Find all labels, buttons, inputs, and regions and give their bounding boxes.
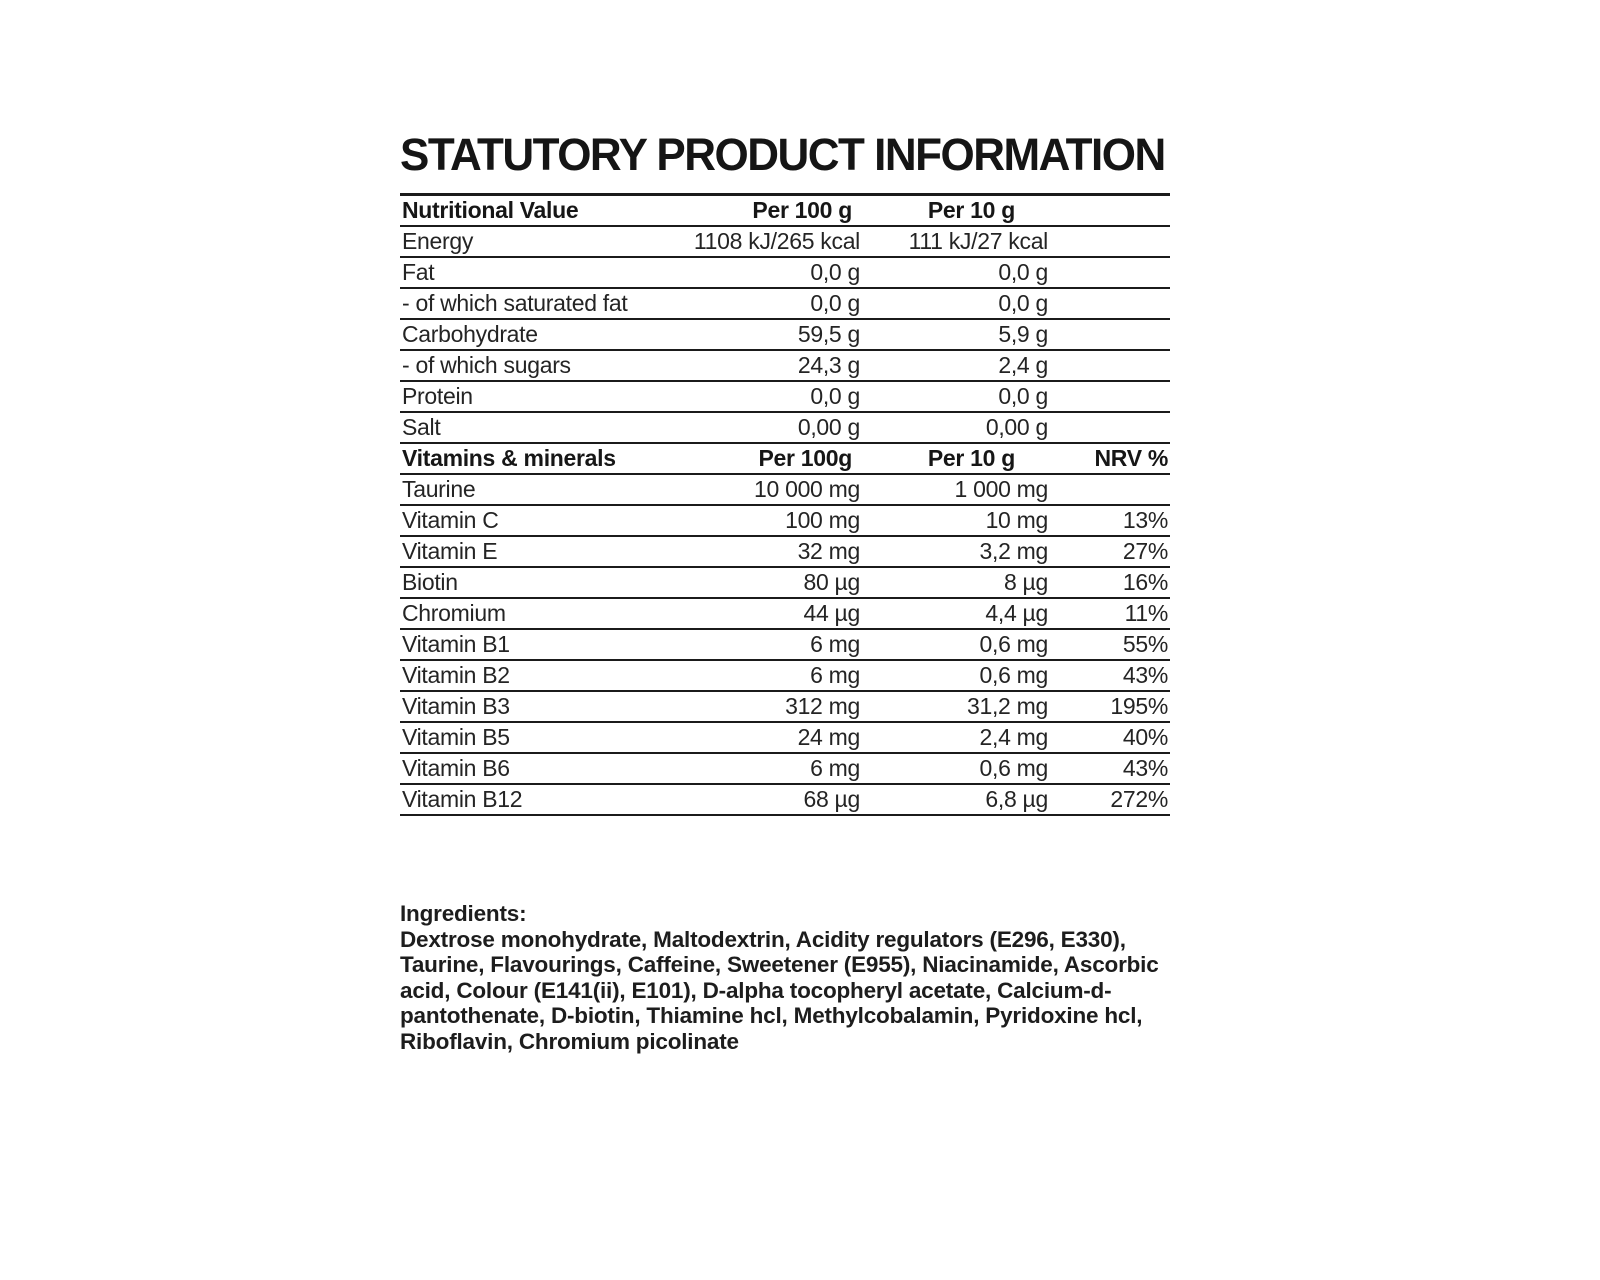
row-per10-value: 0,0 g <box>998 259 1048 285</box>
row-label: Vitamin E <box>402 538 498 564</box>
row-per10-value: 2,4 g <box>998 352 1048 378</box>
nutrition-header-label: Nutritional Value <box>402 197 579 223</box>
table-row-protein <box>400 382 1170 413</box>
row-label: Vitamin B5 <box>402 724 510 750</box>
table-row-salt <box>400 413 1170 444</box>
row-per100-value: 44 µg <box>803 600 860 626</box>
row-label: Taurine <box>402 476 476 502</box>
row-per100-value: 32 mg <box>797 538 860 564</box>
row-label: - of which saturated fat <box>402 290 628 316</box>
table-row-fat <box>400 258 1170 289</box>
nutrition-facts-table <box>400 193 1170 816</box>
row-per100-value: 1108 kJ/265 kcal <box>693 228 860 254</box>
row-per10-value: 6,8 µg <box>985 786 1048 812</box>
row-per10-value: 0,0 g <box>998 383 1048 409</box>
row-per100-value: 24,3 g <box>797 352 860 378</box>
row-per100-value: 6 mg <box>810 662 860 688</box>
row-per10-value: 0,6 mg <box>979 755 1048 781</box>
vitamins-header-nrv: NRV % <box>1094 445 1168 471</box>
row-per100-value: 312 mg <box>785 693 860 719</box>
row-label: - of which sugars <box>402 352 571 378</box>
vitamins-header-per10: Per 10 g <box>927 445 1015 471</box>
table-row-biotin <box>400 568 1170 599</box>
row-per100-value: 10 000 mg <box>754 476 860 502</box>
row-per10-value: 111 kJ/27 kcal <box>908 228 1048 254</box>
row-label: Vitamin B6 <box>402 755 510 781</box>
row-per100-value: 0,00 g <box>797 414 860 440</box>
table-row-vitamin-b3 <box>400 692 1170 723</box>
row-per10-value: 3,2 mg <box>979 538 1048 564</box>
row-label: Fat <box>402 259 435 285</box>
row-per10-value: 10 mg <box>985 507 1048 533</box>
row-per100-value: 6 mg <box>810 631 860 657</box>
row-per10-value: 0,6 mg <box>979 631 1048 657</box>
row-per10-value: 4,4 µg <box>985 600 1048 626</box>
row-nrv-value: 11% <box>1124 600 1168 626</box>
row-label: Vitamin B1 <box>402 631 510 657</box>
row-label: Vitamin B12 <box>402 786 523 812</box>
row-nrv-value: 272% <box>1110 786 1168 812</box>
table-row-energy <box>400 227 1170 258</box>
row-label: Carbohydrate <box>402 321 538 347</box>
row-per10-value: 0,6 mg <box>979 662 1048 688</box>
row-per100-value: 80 µg <box>803 569 860 595</box>
table-row-chromium <box>400 599 1170 630</box>
row-nrv-value: 13% <box>1122 507 1168 533</box>
row-per100-value: 0,0 g <box>810 259 860 285</box>
ingredients-text: Dextrose monohydrate, Maltodextrin, Acidity regulators (E296, E330), Taurine, Flavourings, Caffeine, Sweetener (E955), Niacinamide, Ascorbic acid, Colour (E141(ii), E101), D-alpha tocopheryl acetate, Calcium-d-pantothenate, D-biotin, Thiamine hcl, Methylcobalamin, Pyridoxine hcl, Riboflavin, Chromium picolinate <box>400 926 1159 1054</box>
table-row-sugars <box>400 351 1170 382</box>
row-nrv-value: 40% <box>1122 724 1168 750</box>
table-row-vitamin-e <box>400 537 1170 568</box>
nutrition-header-per100: Per 100 g <box>752 197 852 223</box>
table-row-taurine <box>400 475 1170 506</box>
ingredients-heading: Ingredients: <box>400 901 527 926</box>
row-per100-value: 24 mg <box>797 724 860 750</box>
table-row-vitamin-c <box>400 506 1170 537</box>
row-label: Chromium <box>402 600 506 626</box>
ingredients-section <box>400 901 1192 1054</box>
table-row-vitamin-b1 <box>400 630 1170 661</box>
vitamins-header-label: Vitamins & minerals <box>402 445 616 471</box>
row-per100-value: 0,0 g <box>810 290 860 316</box>
row-per10-value: 0,00 g <box>985 414 1048 440</box>
row-per10-value: 31,2 mg <box>966 693 1048 719</box>
row-nrv-value: 55% <box>1122 631 1168 657</box>
row-nrv-value: 27% <box>1122 538 1168 564</box>
row-per10-value: 1 000 mg <box>954 476 1048 502</box>
row-label: Salt <box>402 414 441 440</box>
row-nrv-value: 43% <box>1122 662 1168 688</box>
vitamins-header-row <box>400 444 1170 475</box>
table-row-vitamin-b5 <box>400 723 1170 754</box>
row-per100-value: 6 mg <box>810 755 860 781</box>
table-row-vitamin-b6 <box>400 754 1170 785</box>
row-per10-value: 2,4 mg <box>979 724 1048 750</box>
row-label: Vitamin B3 <box>402 693 510 719</box>
vitamins-header-per100: Per 100g <box>758 445 852 471</box>
nutrition-header-row <box>400 196 1170 227</box>
row-label: Biotin <box>402 569 458 595</box>
row-nrv-value: 43% <box>1122 755 1168 781</box>
row-per10-value: 0,0 g <box>998 290 1048 316</box>
table-row-carbohydrate <box>400 320 1170 351</box>
row-per10-value: 5,9 g <box>998 321 1048 347</box>
table-row-vitamin-b12 <box>400 785 1170 816</box>
row-label: Vitamin C <box>402 507 499 533</box>
row-per100-value: 59,5 g <box>797 321 860 347</box>
row-per100-value: 100 mg <box>785 507 860 533</box>
row-label: Vitamin B2 <box>402 662 510 688</box>
row-nrv-value: 16% <box>1122 569 1168 595</box>
table-row-saturated-fat <box>400 289 1170 320</box>
row-nrv-value: 195% <box>1110 693 1168 719</box>
row-label: Protein <box>402 383 473 409</box>
row-label: Energy <box>402 228 474 254</box>
page-title: STATUTORY PRODUCT INFORMATION <box>400 130 1165 181</box>
row-per100-value: 68 µg <box>803 786 860 812</box>
table-row-vitamin-b2 <box>400 661 1170 692</box>
row-per10-value: 8 µg <box>1003 569 1048 595</box>
nutrition-header-per10: Per 10 g <box>927 197 1015 223</box>
row-per100-value: 0,0 g <box>810 383 860 409</box>
